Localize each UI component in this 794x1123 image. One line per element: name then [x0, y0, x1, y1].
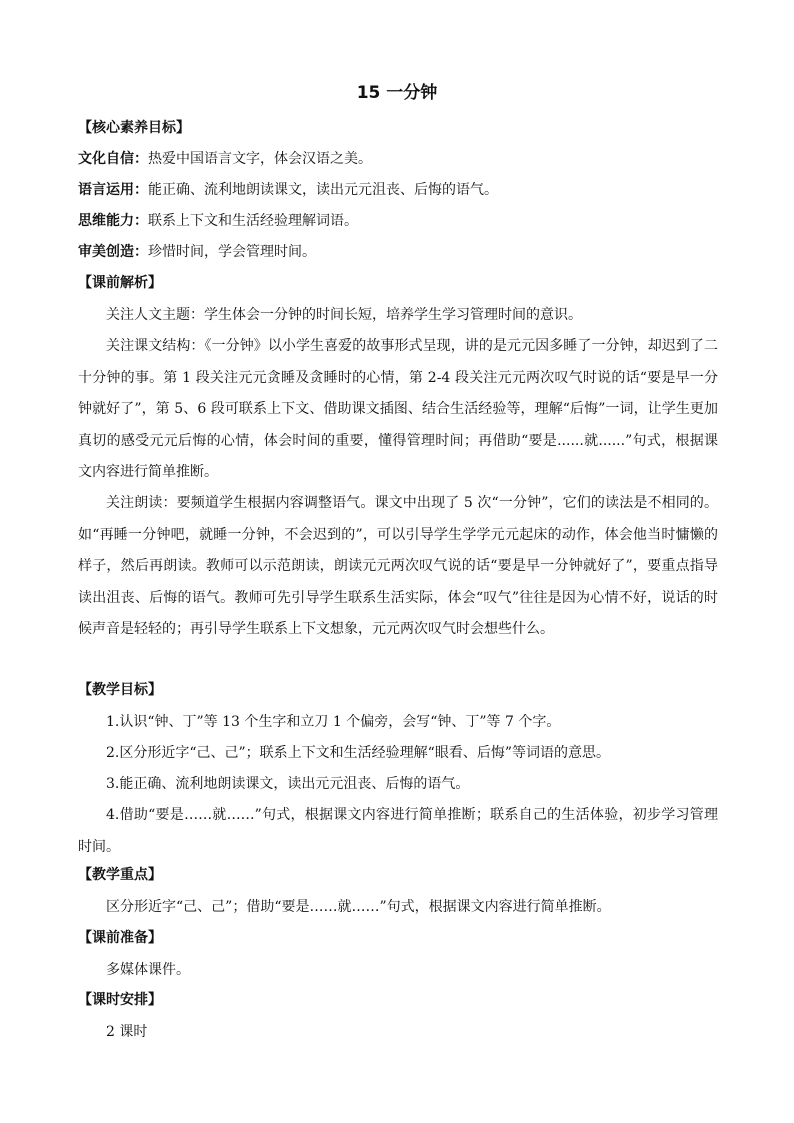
focus-text: 区分形近字“己、己”；借助“要是……就……”句式，根据课文内容进行简单推断。: [106, 899, 611, 915]
core-item-thinking: [78, 211, 728, 231]
schedule-text: 2 课时: [106, 1024, 148, 1040]
core-item-language: [78, 180, 728, 200]
section-heading-schedule: 【课时安排】: [78, 992, 162, 1008]
page-title: 15 一分钟: [356, 83, 438, 103]
core-item-text: 热爱中国语言文字，体会汉语之美。: [148, 151, 372, 167]
analysis-paragraph-theme: 关注人文主题：学生体会一分钟的时间长短，培养学生学习管理时间的意识。: [106, 307, 582, 323]
goal-item-2: 2.区分形近字“己、己”；联系上下文和生活经验理解“眼看、后悔”等词语的意思。: [106, 745, 610, 761]
analysis-paragraph-reading: 关注朗读：要频道学生根据内容调整语气。课文中出现了 5 次“一分钟”，它们的读法是不相同的。如“再睡一分钟吧，就睡一分钟，不会迟到的”，可以引导学生学学元元起床的动作，体会他当时慵懒的样子，然后再朗读。教师可以示范朗读，朗读元元两次叹气说的话“要是早一分钟就好了”，要重点指导读出沮丧、后悔的语气。教师可先引导学生联系生活实际，体会“叹气”往往是因为心情不好，说话的时候声音是轻轻的；再引导学生联系上下文想象，元元两次叹气时会想些什么。: [78, 495, 718, 637]
section-heading-prep: 【课前准备】: [78, 930, 162, 946]
core-item-culture: [78, 149, 728, 169]
core-item-label: 思维能力：: [78, 213, 148, 229]
section-heading-goals: 【教学目标】: [78, 682, 162, 698]
core-item-aesthetic: [78, 242, 728, 262]
analysis-paragraph-structure: 关注课文结构：《一分钟》以小学生喜爱的故事形式呈现，讲的是元元因多睡了一分钟，却迟到了二十分钟的事。第 1 段关注元元贪睡及贪睡时的心情，第 2-4 段关注元元两次叹气时说的话“要是早一分钟就好了”，第 5、6 段可联系上下文、借助课文插图、结合生活经验等，理解“后悔”一词，让学生更加真切的感受元元后悔的心情，体会时间的重要，懂得管理时间；再借助“要是......就......”句式，根据课文内容进行简单推断。: [78, 338, 718, 480]
core-item-text: 能正确、流利地朗读课文，读出元元沮丧、后悔的语气。: [148, 182, 498, 198]
core-item-label: 文化自信：: [78, 151, 148, 167]
goal-item-3: 3.能正确、流利地朗读课文，读出元元沮丧、后悔的语气。: [106, 776, 470, 792]
core-item-label: 审美创造：: [78, 244, 148, 260]
section-heading-core: 【核心素养目标】: [78, 120, 190, 136]
core-item-label: 语言运用：: [78, 182, 148, 198]
prep-text: 多媒体课件。: [106, 962, 190, 978]
core-item-text: 联系上下文和生活经验理解词语。: [148, 213, 358, 229]
core-item-text: 珍惜时间，学会管理时间。: [148, 244, 316, 260]
section-heading-focus: 【教学重点】: [78, 867, 162, 883]
goal-item-4: 4.借助“要是……就……”句式，根据课文内容进行简单推断；联系自己的生活体验，初步学习管理时间。: [78, 807, 718, 855]
section-heading-analysis: 【课前解析】: [78, 275, 162, 291]
goal-item-1: 1.认识“钟、丁”等 13 个生字和立刀 1 个偏旁，会写“钟、丁”等 7 个字。: [106, 714, 561, 730]
